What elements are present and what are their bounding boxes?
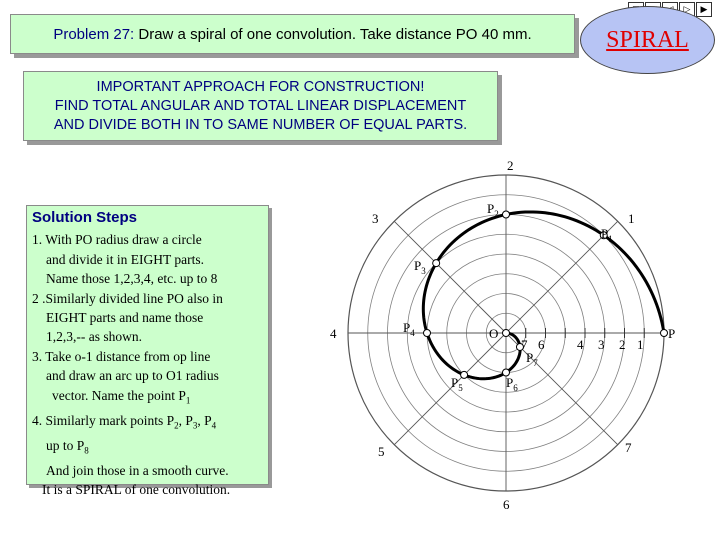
next-slide-icon[interactable]: ▷ [679,2,695,17]
point-label-p6: $P_6$ [506,375,518,393]
step-line-9: vector. Name the point $P_1$ [52,387,191,406]
spiral-point-marker [424,330,431,337]
line-division-7: 7 [521,337,528,352]
step-line-8: and draw an arc up to O1 radius [46,368,219,384]
spiral-point-marker [433,260,440,267]
step-line-1: 1. With PO radius draw a circle [32,232,202,248]
step-line-5: EIGHT parts and name those [46,310,204,326]
approach-line-2: FIND TOTAL ANGULAR AND TOTAL LINEAR DISPLACEMENT [54,98,467,114]
step-line-12: And join those in a smooth curve. [46,462,229,478]
spiral-link[interactable]: SPIRAL [606,26,689,53]
point-label-p4: $P_4$ [403,320,415,338]
line-division-1: 1 [637,337,644,352]
problem-title [10,14,575,54]
approach-line-1: IMPORTANT APPROACH FOR CONSTRUCTION! [96,79,425,95]
line-division-3: 3 [598,337,605,352]
circle-label-2: 2 [507,158,514,173]
spiral-point-marker [503,211,510,218]
circle-label-4: 4 [330,326,337,341]
problem-statement: Draw a spiral of one convolution. Take distance PO 40 mm. [138,25,532,43]
point-label-p1: $P_1$ [601,226,613,244]
end-label-p: P [668,326,676,341]
step-line-4: 2 .Similarly divided line PO also in [32,290,223,306]
circle-label-1: 1 [628,211,635,226]
point-label-p5: $P_5$ [451,375,463,393]
spiral-point-marker [461,371,468,378]
center-label-o: O [489,326,499,341]
circle-label-3: 3 [372,211,379,226]
circle-label-6: 6 [503,497,510,512]
step-line-2: and divide it in EIGHT parts. [46,251,204,267]
step-line-13: It is a SPIRAL of one convolution. [42,482,231,498]
spiral-point-marker [661,330,668,337]
line-division-6: 6 [538,337,545,352]
line-division-2: 2 [619,337,626,352]
circle-label-5: 5 [378,444,385,459]
radial-line [394,221,506,333]
step-line-11: up to $P_8$ [46,437,89,456]
step-line-7: 3. Take o-1 distance from op line [32,348,211,364]
spiral-point-marker [503,330,510,337]
point-label-p3: $P_3$ [414,258,426,276]
point-label-p7: $P_7$ [526,350,538,368]
approach-line-3: AND DIVIDE BOTH IN TO SAME NUMBER OF EQUAL PARTS. [53,117,468,133]
solution-steps-heading: Solution Steps [32,209,137,226]
approach-box [23,71,498,141]
step-line-3: Name those 1,2,3,4, etc. up to 8 [46,271,218,287]
problem-number: Problem 27: [53,25,135,43]
step-line-10: 4. Similarly mark points $P_2$, $P_3$, $P_4$ [32,412,217,431]
step-line-6: 1,2,3,-- as shown. [46,329,142,345]
solution-steps-box [26,205,269,498]
point-label-p2: $P_2$ [487,201,499,219]
circle-label-7: 7 [625,440,632,455]
last-slide-icon[interactable]: ▶ [696,2,712,17]
line-division-4: 4 [577,337,584,352]
